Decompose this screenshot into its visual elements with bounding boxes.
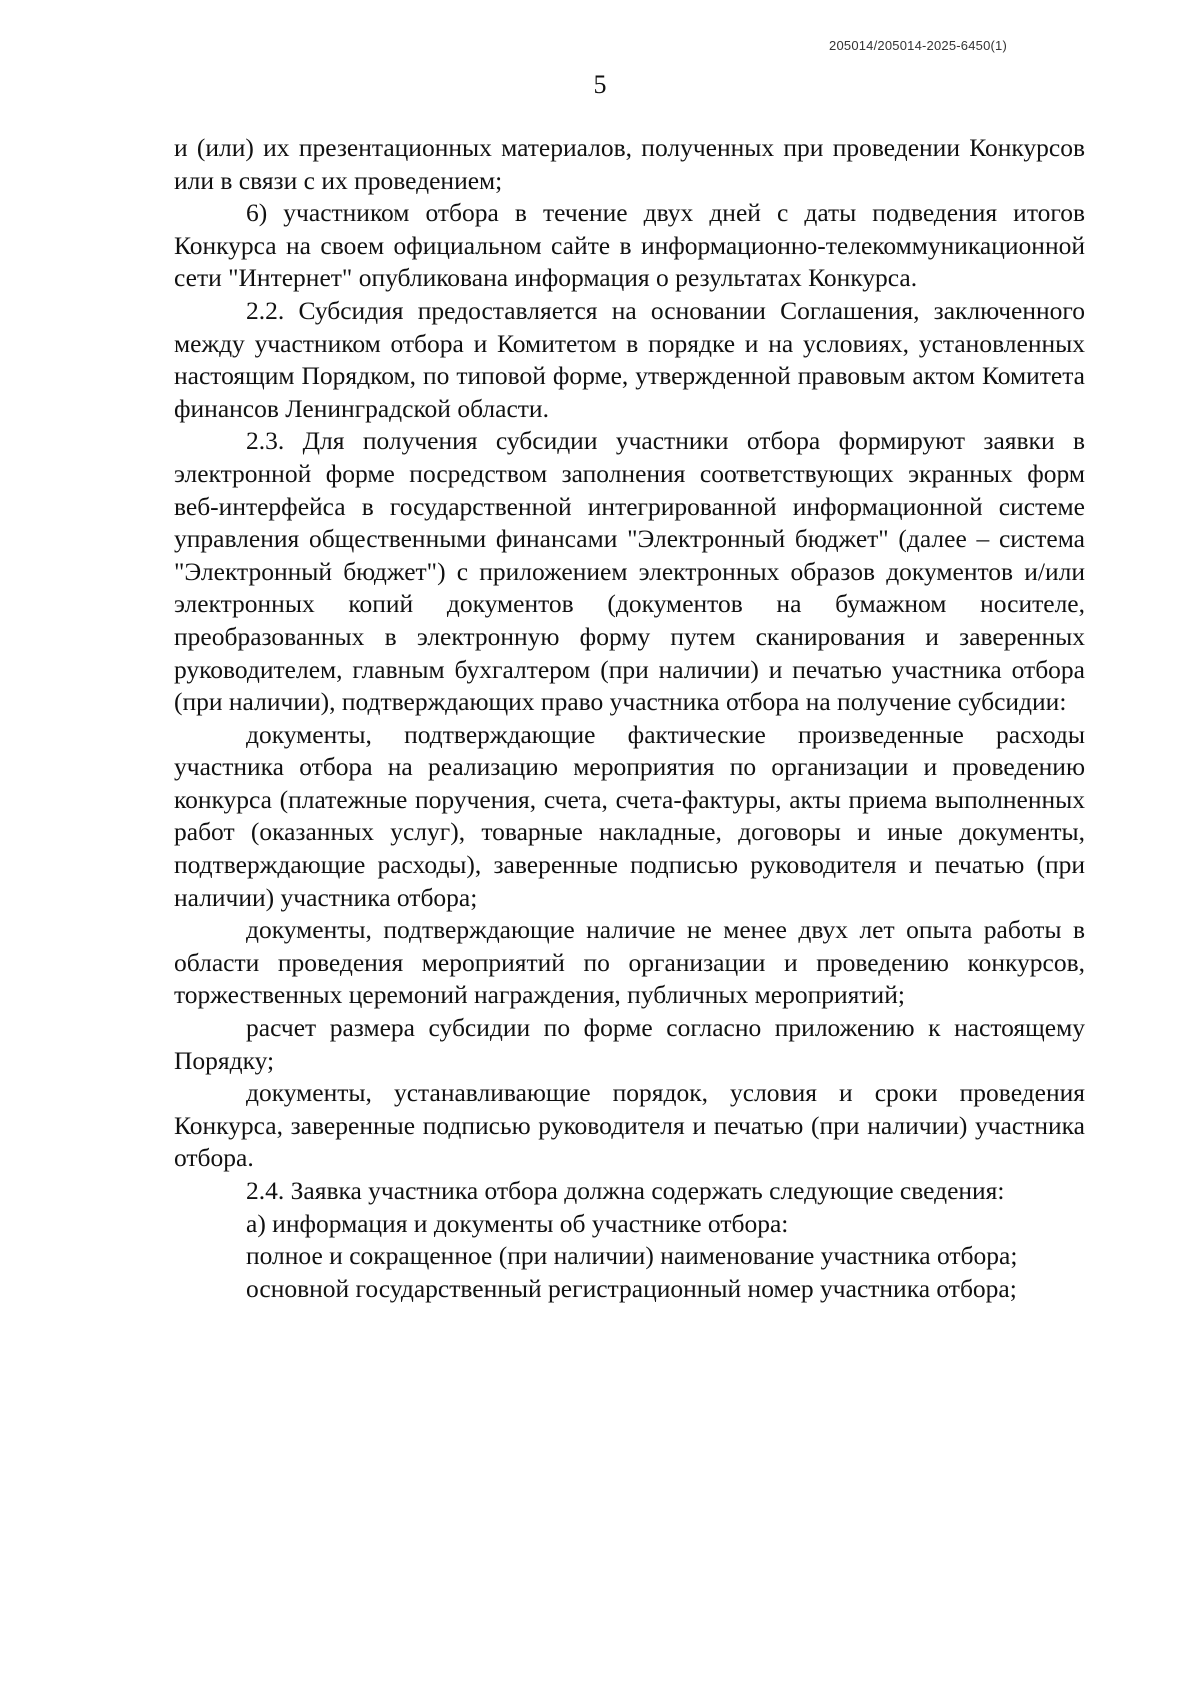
document-body bbox=[174, 132, 1085, 1305]
paragraph-2-3: 2.3. Для получения субсидии участники отбора формируют заявки в электронной форме посредством заполнения соответствующих экранных форм веб-интерфейса в государственной интегрированной информационной системе управления общественными финансами "Электронный бюджет" (далее – система "Электронный бюджет") с приложением электронных образов документов и/или электронных копий документов (документов на бумажном носителе, преобразованных в электронную форму путем сканирования и заверенных руководителем, главным бухгалтером (при наличии) и печатью участника отбора (при наличии), подтверждающих право участника отбора на получение субсидии: bbox=[174, 426, 1085, 717]
document-id: 205014/205014-2025-6450(1) bbox=[829, 38, 1007, 53]
paragraph-subsidy-calculation: расчет размера субсидии по форме согласно приложению к настоящему Порядку; bbox=[174, 1013, 1085, 1075]
paragraph-registration-number: основной государственный регистрационный номер участника отбора; bbox=[246, 1273, 1017, 1303]
paragraph-item-a: а) информация и документы об участнике отбора: bbox=[246, 1208, 789, 1238]
paragraph-experience-documents: документы, подтверждающие наличие не менее двух лет опыта работы в области проведения мероприятий по организации и проведению конкурсов, торжественных церемоний награждения, публичных мероприятий; bbox=[174, 915, 1085, 1010]
page-number: 5 bbox=[593, 70, 607, 99]
paragraph-2-2: 2.2. Субсидия предоставляется на основании Соглашения, заключенного между участником отбора и Комитетом в порядке и на условиях, установленных настоящим Порядком, по типовой форме, утвержденной правовым актом Комитета финансов Ленинградской области. bbox=[174, 295, 1085, 423]
paragraph-contest-documents: документы, устанавливающие порядок, условия и сроки проведения Конкурса, заверенные подписью руководителя и печатью (при наличии) участника отбора. bbox=[174, 1078, 1085, 1173]
paragraph-participant-name: полное и сокращенное (при наличии) наименование участника отбора; bbox=[246, 1241, 1018, 1271]
paragraph-2-4: 2.4. Заявка участника отбора должна содержать следующие сведения: bbox=[246, 1176, 1005, 1205]
paragraph-continuation: и (или) их презентационных материалов, полученных при проведении Конкурсов или в связи с их проведением; bbox=[174, 133, 1085, 195]
paragraph-expense-documents: документы, подтверждающие фактические произведенные расходы участника отбора на реализацию мероприятия по организации и проведению конкурса (платежные поручения, счета, счета-фактуры, акты приема выполненных работ (оказанных услуг), товарные накладные, договоры и иные документы, подтверждающие расходы), заверенные подписью руководителя и печатью (при наличии) участника отбора; bbox=[174, 719, 1085, 912]
paragraph-item-6: 6) участником отбора в течение двух дней с даты подведения итогов Конкурса на своем официальном сайте в информационно-телекоммуникационной сети "Интернет" опубликована информация о результатах Конкурса. bbox=[174, 198, 1085, 293]
